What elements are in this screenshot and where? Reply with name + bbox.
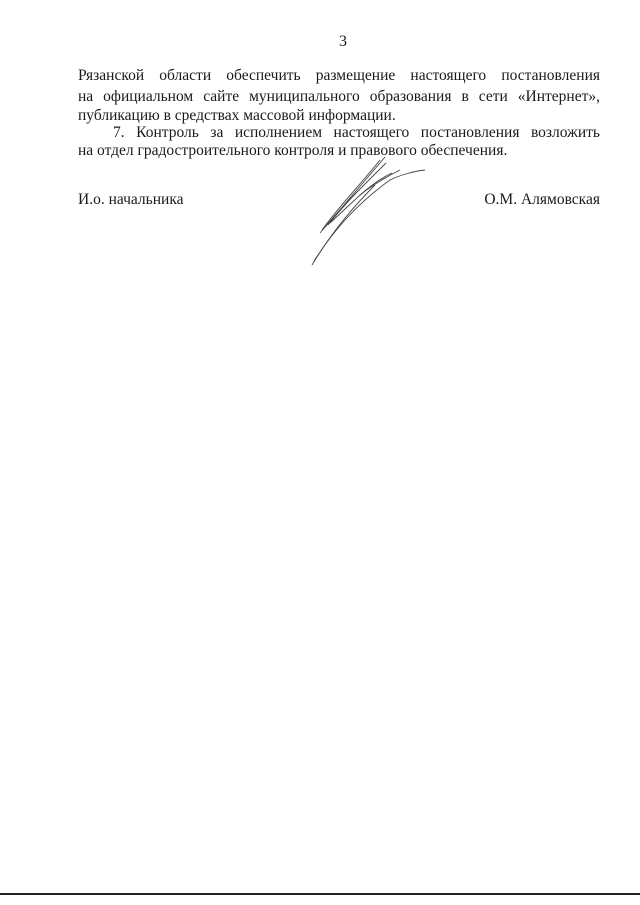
paragraph-item-7: 7. Контроль за исполнением настоящего постановления возложить — [113, 124, 600, 141]
signatory-name: О.М. Алямовская — [484, 191, 600, 208]
paragraph-line: публикацию в средствах массовой информации. — [78, 107, 396, 124]
paragraph-line: Рязанской области обеспечить размещение настоящего постановления — [78, 67, 600, 84]
scan-edge-line — [0, 893, 640, 895]
signatory-position: И.о. начальника — [78, 191, 184, 208]
handwritten-signature — [300, 155, 430, 275]
paragraph-line: на отдел градостроительного контроля и правового обеспечения. — [78, 142, 508, 159]
page-number: 3 — [339, 33, 347, 50]
paragraph-line: на официальном сайте муниципального образования в сети «Интернет», — [78, 88, 600, 105]
